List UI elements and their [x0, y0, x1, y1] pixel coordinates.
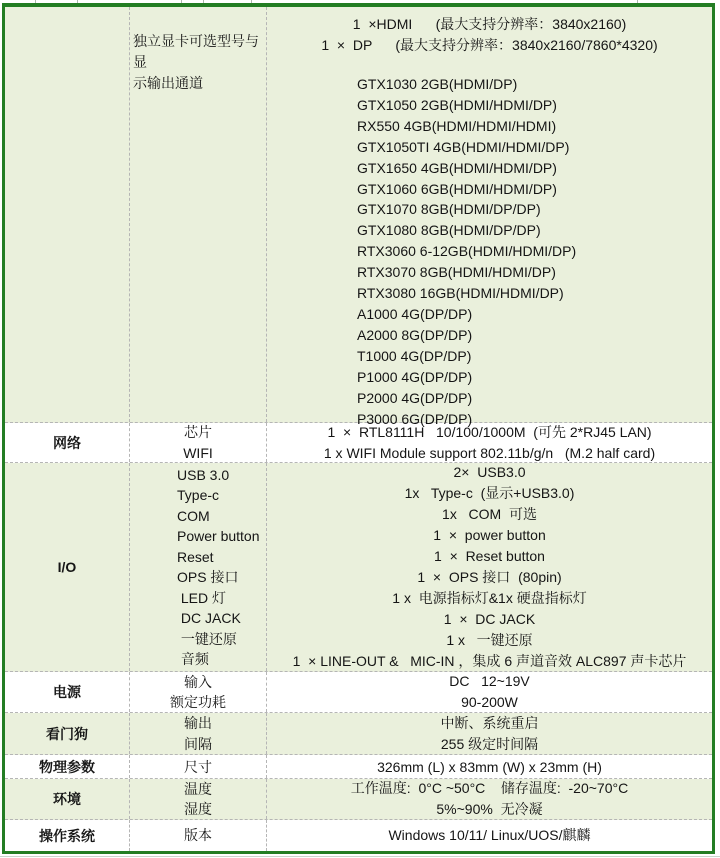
value-line-hdmi: 1 ×HDMI (最大支持分辨率：3840x2160)	[352, 16, 627, 32]
subitem-label: Type-c	[177, 487, 220, 503]
subitem-cell-gpu-label	[130, 7, 267, 422]
value-line-led: 1 x 电源指标灯&1x 硬盘指标灯	[392, 589, 587, 606]
gpu-option-line: GTX1650 4GB(HDMI/HDMI/DP)	[357, 159, 557, 176]
gpu-option-line: GTX1050TI 4GB(HDMI/HDMI/DP)	[357, 138, 570, 155]
gpu-option-line: GTX1070 8GB(HDMI/DP/DP)	[357, 201, 541, 218]
subitem-label: COM	[177, 507, 210, 524]
subitem-label: OPS 接口	[177, 569, 239, 585]
subitem-label: 间隔	[184, 735, 212, 752]
subitem-label: DC JACK	[177, 610, 241, 626]
gpu-option-line: GTX1050 2GB(HDMI/HDMI/DP)	[357, 96, 557, 113]
subitem-cell-environment	[130, 779, 267, 819]
value-line-dcjack: 1 × DC JACK	[443, 610, 536, 627]
row-watchdog	[5, 713, 712, 755]
row-network	[5, 423, 712, 463]
row-power	[5, 672, 712, 713]
row-environment	[5, 779, 712, 820]
value-line-dc-input: DC 12~19V	[449, 673, 530, 690]
row-display-outputs	[5, 7, 712, 427]
value-line-reset: 1 × Reset button	[434, 548, 545, 565]
value-line-watchdog-interval: 255 级定时间隔	[440, 735, 539, 752]
value-line-humidity: 5%~90% 无冷凝	[436, 801, 543, 817]
subitem-label: USB 3.0	[177, 466, 230, 483]
subitem-label: Power button	[177, 528, 260, 544]
gpu-option-line: A1000 4G(DP/DP)	[357, 305, 473, 322]
gpu-option-line: P2000 4G(DP/DP)	[357, 389, 473, 406]
category-cell-os: 操作系统	[5, 820, 130, 851]
subitem-label: 输入	[184, 673, 212, 690]
page-bottom-divider	[0, 856, 720, 857]
row-os	[5, 820, 712, 851]
category-cell-power: 电源	[5, 672, 130, 712]
subitem-cell-physical	[130, 755, 267, 778]
value-line-os-version: Windows 10/11/ Linux/UOS/麒麟	[388, 827, 591, 844]
gpu-option-line: P1000 4G(DP/DP)	[357, 368, 473, 385]
value-line-lan-chip: 1 × RTL8111H 10/100/1000M (可先 2*RJ45 LAN)	[327, 423, 652, 440]
value-line-usb: 2× USB3.0	[453, 464, 526, 481]
value-cell-physical	[267, 755, 712, 778]
subitem-label: 温度	[184, 780, 212, 797]
spacer	[267, 56, 712, 74]
gpu-option-line: RX550 4GB(HDMI/HDMI/HDMI)	[357, 117, 557, 134]
subitem-label-line: 独立显卡可选型号与显	[133, 33, 259, 70]
subitem-label: 尺寸	[184, 758, 212, 775]
row-physical	[5, 755, 712, 779]
subitem-label: LED 灯	[177, 589, 227, 606]
subitem-cell-network	[130, 423, 267, 462]
subitem-cell-io	[130, 463, 267, 671]
gpu-option-line: RTX3080 16GB(HDMI/HDMI/DP)	[357, 285, 564, 302]
subitem-label: 湿度	[184, 801, 212, 817]
value-cell-watchdog	[267, 713, 712, 754]
gpu-option-line: A2000 8G(DP/DP)	[357, 326, 473, 343]
value-line-watchdog-output: 中断、系统重启	[440, 714, 539, 731]
subitem-cell-watchdog	[130, 713, 267, 754]
category-cell-environment: 环境	[5, 779, 130, 819]
value-line-dimensions: 326mm (L) x 83mm (W) x 23mm (H)	[377, 758, 602, 775]
value-cell-display-outputs	[267, 7, 712, 427]
value-line-wattage: 90-200W	[461, 694, 518, 710]
gpu-option-line: GTX1030 2GB(HDMI/DP)	[357, 76, 518, 92]
subitem-label: WIFI	[183, 444, 213, 461]
subitem-label: 额定功耗	[170, 694, 226, 710]
value-cell-power	[267, 672, 712, 712]
spec-table	[2, 3, 715, 854]
category-cell-empty	[5, 7, 130, 422]
subitem-cell-os	[130, 820, 267, 851]
gpu-option-line: RTX3070 8GB(HDMI/HDMI/DP)	[357, 264, 556, 281]
gpu-option-line: GTX1080 8GB(HDMI/DP/DP)	[357, 222, 541, 239]
value-line-power-button: 1 × power button	[433, 527, 546, 544]
value-line-dp: 1 × DP (最大支持分辨率：3840x2160/7860*4320)	[321, 37, 658, 53]
value-line-temperature: 工作温度: 0°C ~50°C 储存温度: -20~70°C	[350, 780, 629, 797]
subitem-cell-power	[130, 672, 267, 712]
value-cell-environment	[267, 779, 712, 819]
subitem-label: 版本	[184, 827, 212, 844]
value-line-com: 1x COM 可选	[442, 506, 537, 523]
value-line-typec: 1x Type-c (显示+USB3.0)	[404, 485, 575, 502]
gpu-option-line: GTX1060 6GB(HDMI/HDMI/DP)	[357, 180, 557, 197]
value-line-audio: 1 × LINE-OUT & MIC-IN ，集成 6 声道音效 ALC897 声卡芯片	[292, 652, 687, 669]
gpu-option-line: P3000 6G(DP/DP)	[357, 410, 473, 427]
category-cell-watchdog: 看门狗	[5, 713, 130, 754]
category-cell-io: I/O	[5, 463, 130, 671]
subitem-label: 输出	[184, 715, 212, 731]
value-line-restore: 1 x 一键还原	[446, 631, 533, 648]
subitem-label: 一键还原	[177, 630, 237, 647]
value-line-ops: 1 × OPS 接口 (80pin)	[417, 569, 562, 585]
subitem-label: 音频	[177, 651, 209, 667]
value-cell-os	[267, 820, 712, 851]
value-cell-io	[267, 463, 712, 671]
subitem-label: Reset	[177, 548, 214, 565]
gpu-option-line: RTX3060 6-12GB(HDMI/HDMI/DP)	[357, 243, 577, 260]
value-cell-network	[267, 423, 712, 462]
category-cell-physical: 物理参数	[5, 755, 130, 778]
row-io	[5, 463, 712, 672]
subitem-label: 芯片	[184, 424, 212, 440]
gpu-option-line: T1000 4G(DP/DP)	[357, 347, 472, 364]
subitem-label-line: 示输出通道	[133, 75, 203, 91]
category-cell-network: 网络	[5, 423, 130, 462]
value-line-wifi: 1 x WIFI Module support 802.11b/g/n (M.2 half card)	[323, 444, 656, 461]
